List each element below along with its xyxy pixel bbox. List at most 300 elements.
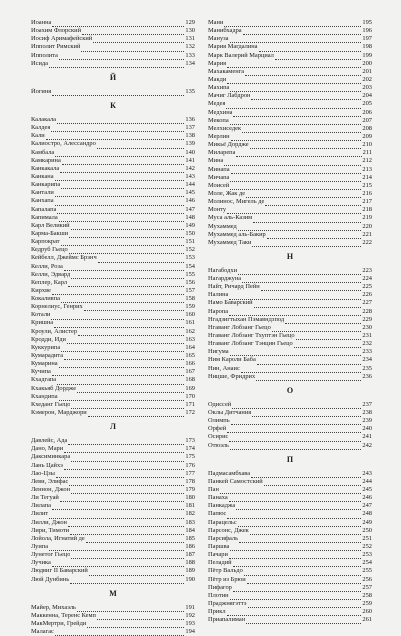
index-entry <box>31 27 195 35</box>
entry-page-number: 211 <box>362 149 372 157</box>
index-entry <box>31 320 195 328</box>
dot-leader <box>230 118 362 125</box>
dot-leader <box>67 337 185 344</box>
entry-name: Давлейс, Ада <box>31 437 68 445</box>
entry-page-number: 180 <box>185 494 195 502</box>
entry-name: Найт, Ричард Пейн <box>208 283 260 291</box>
entry-name: Лири, Тимоти <box>31 526 70 534</box>
entry-page-number: 139 <box>185 140 195 148</box>
entry-page-number: 193 <box>185 619 195 627</box>
index-entry <box>31 124 195 132</box>
entry-page-number: 221 <box>362 230 372 238</box>
entry-name: Кедруб Гьецо <box>31 246 68 254</box>
entry-name: Мария <box>208 59 227 67</box>
index-entry <box>208 206 372 214</box>
dot-leader <box>68 520 184 527</box>
dot-leader <box>68 280 184 287</box>
index-entry <box>208 543 372 551</box>
dot-leader <box>52 504 184 511</box>
index-entry <box>208 174 372 182</box>
dot-leader <box>59 53 185 60</box>
entry-page-number: 246 <box>362 494 372 502</box>
entry-name: Маккенна, Теренс Кемп <box>31 611 96 619</box>
entry-name: Кеплер, Карл <box>31 278 68 286</box>
index-entry <box>208 223 372 231</box>
entry-name: Кумарина <box>31 360 58 368</box>
entry-page-number: 179 <box>185 486 195 494</box>
entry-name: Камбала <box>31 148 55 156</box>
entry-name: Нгаванг Лобзанг Тхуптэн Гьецо <box>208 332 295 340</box>
entry-page-number: 164 <box>185 343 195 351</box>
entry-name: Муса аль-Казим <box>208 214 253 222</box>
entry-name: Келли, Роза <box>31 262 63 270</box>
index-entry <box>208 117 372 125</box>
entry-page-number: 227 <box>362 299 372 307</box>
entry-name: Канкана <box>31 172 54 180</box>
dot-leader <box>71 488 184 495</box>
index-entry <box>31 543 195 551</box>
entry-page-number: 156 <box>185 278 195 286</box>
dot-leader <box>246 618 361 625</box>
dot-leader <box>220 488 362 495</box>
entry-name: Карл Великий <box>31 221 70 229</box>
index-entry <box>208 559 372 567</box>
dot-leader <box>93 37 184 44</box>
dot-leader <box>57 378 184 385</box>
index-entry <box>31 287 195 295</box>
entry-name: Мачиг Лабдрон <box>208 92 251 100</box>
entry-name: Малагас <box>31 628 54 636</box>
index-entry <box>208 478 372 486</box>
entry-name: Панкей Самостский <box>208 477 263 485</box>
entry-name: Медея <box>208 100 226 108</box>
index-entry <box>208 300 372 308</box>
section-letter: О <box>286 385 294 395</box>
entry-page-number: 175 <box>185 453 195 461</box>
entry-page-number: 191 <box>185 603 195 611</box>
entry-page-number: 141 <box>185 156 195 164</box>
dot-leader <box>257 358 362 365</box>
entry-name: Лао-Цзы <box>31 469 55 477</box>
entry-page-number: 213 <box>362 165 372 173</box>
dot-leader <box>52 289 185 296</box>
entry-page-number: 214 <box>362 173 372 181</box>
index-entry <box>208 316 372 324</box>
entry-name: Котали <box>31 311 51 319</box>
index-entry <box>31 453 195 461</box>
entry-name: Моисей <box>208 181 230 189</box>
entry-page-number: 138 <box>185 132 195 140</box>
entry-name: Мичапа <box>208 173 230 181</box>
index-entry <box>208 348 372 356</box>
dot-leader <box>239 537 361 544</box>
entry-name: Лойола, Игнатий де <box>31 534 85 542</box>
index-entry <box>31 376 195 384</box>
dot-leader <box>254 301 362 308</box>
entry-page-number: 257 <box>362 583 372 591</box>
index-entry <box>31 271 195 279</box>
dot-leader <box>59 394 185 401</box>
dot-leader <box>230 594 362 601</box>
entry-name: Кумарадита <box>31 352 64 360</box>
dot-leader <box>244 569 362 576</box>
dot-leader <box>55 199 185 206</box>
dot-leader <box>77 386 184 393</box>
index-entry <box>31 279 195 287</box>
dot-leader <box>97 142 185 149</box>
entry-name: Парсифаль <box>208 534 239 542</box>
entry-page-number: 143 <box>185 172 195 180</box>
entry-page-number: 212 <box>362 157 372 165</box>
entry-name: Карма-Бакши <box>31 229 69 237</box>
index-entry <box>208 535 372 543</box>
index-entry <box>208 19 372 27</box>
entry-page-number: 151 <box>185 238 195 246</box>
index-entry <box>31 254 195 262</box>
dot-leader <box>230 443 361 450</box>
index-entry <box>208 324 372 332</box>
entry-page-number: 229 <box>362 315 372 323</box>
section-letter: М <box>109 588 117 598</box>
entry-name: Кродди, Иди <box>31 335 66 343</box>
entry-name: Кроули, Алистер <box>31 327 78 335</box>
entry-page-number: 207 <box>362 116 372 124</box>
dot-leader <box>60 496 185 503</box>
entry-name: Кантали <box>31 189 54 197</box>
dot-leader <box>248 602 362 609</box>
entry-name: Луипа <box>31 543 49 550</box>
entry-name: Мина <box>208 157 224 165</box>
entry-page-number: 187 <box>185 551 195 559</box>
dot-leader <box>57 207 184 214</box>
index-entry <box>31 295 195 303</box>
index-column-left <box>31 19 195 636</box>
index-entry <box>31 52 195 60</box>
dot-leader <box>227 427 361 434</box>
entry-name: Дано, Мари <box>31 445 64 453</box>
entry-page-number: 196 <box>362 27 372 35</box>
entry-name: Одиссей <box>208 400 232 408</box>
index-entry <box>208 486 372 494</box>
index-column-right <box>208 19 372 624</box>
entry-name: Кали <box>31 132 45 140</box>
entry-name: Орфей <box>208 425 227 433</box>
dot-leader <box>55 191 185 198</box>
index-entry <box>208 198 372 206</box>
entry-name: Кхеданг Гьецо <box>31 400 71 408</box>
entry-page-number: 244 <box>362 477 372 485</box>
dot-leader <box>59 215 185 222</box>
entry-name: Мануза <box>208 35 229 43</box>
entry-name: Капимала <box>31 213 58 221</box>
entry-page-number: 142 <box>185 164 195 172</box>
entry-name: Леви, Элифас <box>31 477 69 485</box>
index-entry <box>31 551 195 559</box>
entry-page-number: 259 <box>362 599 372 607</box>
entry-page-number: 252 <box>362 543 372 550</box>
entry-page-number: 205 <box>362 100 372 108</box>
index-entry <box>208 109 372 117</box>
index-entry <box>31 612 195 620</box>
entry-page-number: 172 <box>185 409 195 417</box>
dot-leader <box>227 78 361 85</box>
dot-leader <box>245 69 361 76</box>
entry-page-number: 208 <box>362 124 372 132</box>
entry-page-number: 254 <box>362 559 372 567</box>
entry-name: Мухаммед аль-Бакир <box>208 230 266 238</box>
entry-name: Отюэль <box>208 441 229 449</box>
dot-leader <box>224 159 361 166</box>
index-entry <box>31 409 195 417</box>
entry-page-number: 197 <box>362 35 372 43</box>
dot-leader <box>55 175 185 182</box>
entry-name: Лилапа <box>31 502 51 510</box>
entry-page-number: 188 <box>185 559 195 567</box>
entry-name: Пётр из Брюи <box>208 575 246 583</box>
index-entry <box>208 157 372 165</box>
index-entry <box>208 401 372 409</box>
entry-page-number: 216 <box>362 189 372 197</box>
dot-leader <box>238 269 361 276</box>
entry-name: Нгаванг Лобзанг Гьецо <box>208 323 271 331</box>
dot-leader <box>52 370 185 377</box>
index-entry <box>31 510 195 518</box>
dot-leader <box>68 439 184 446</box>
entry-name: Мелхиседек <box>208 124 242 132</box>
entry-page-number: 168 <box>185 376 195 384</box>
entry-page-number: 182 <box>185 510 195 518</box>
entry-page-number: 184 <box>185 526 195 534</box>
index-entry <box>208 27 372 35</box>
dot-leader <box>251 471 361 478</box>
entry-name: Даксиминкара <box>31 453 71 461</box>
dot-leader <box>60 166 184 173</box>
dot-leader <box>285 317 361 324</box>
dot-leader <box>227 610 362 617</box>
entry-name: Наропа <box>208 307 229 315</box>
entry-page-number: 173 <box>185 437 195 445</box>
index-entry <box>31 214 195 222</box>
index-entry <box>208 519 372 527</box>
index-entry <box>208 356 372 364</box>
entry-name: Иосиф Аримафейский <box>31 35 93 43</box>
entry-name: Парсонс, Джек <box>208 526 249 534</box>
index-entry <box>31 360 195 368</box>
entry-page-number: 255 <box>362 567 372 575</box>
entry-name: Кучипа <box>31 368 51 376</box>
index-entry <box>208 76 372 84</box>
entry-page-number: 223 <box>362 266 372 274</box>
index-entry <box>208 592 372 600</box>
entry-name: Минапа <box>208 165 230 173</box>
index-entry <box>208 494 372 502</box>
entry-name: Приапалиман <box>208 616 246 624</box>
dot-leader <box>233 585 362 592</box>
index-entry <box>31 157 195 165</box>
index-entry <box>208 231 372 239</box>
entry-name: Макди <box>208 75 227 83</box>
dot-leader <box>57 118 184 125</box>
index-entry <box>31 519 195 527</box>
entry-page-number: 247 <box>362 502 372 510</box>
dot-leader <box>52 89 184 96</box>
entry-page-number: 162 <box>185 327 195 335</box>
entry-name: МакМертри, Грейди <box>31 619 87 627</box>
entry-name: Калакала <box>31 115 57 123</box>
entry-page-number: 201 <box>362 67 372 75</box>
index-entry <box>208 616 372 624</box>
entry-page-number: 235 <box>362 364 372 372</box>
entry-name: Иоахим Флорский <box>31 27 81 35</box>
index-entry <box>31 486 195 494</box>
entry-page-number: 242 <box>362 441 372 449</box>
entry-page-number: 130 <box>185 27 195 35</box>
entry-name: Ипполита <box>31 51 58 59</box>
dot-leader <box>229 435 361 442</box>
index-entry <box>31 197 195 205</box>
index-entry <box>31 189 195 197</box>
dot-leader <box>59 362 185 369</box>
index-entry <box>208 510 372 518</box>
entry-page-number: 189 <box>185 567 195 575</box>
entry-name: Микьё Дордже <box>208 141 249 149</box>
index-entry <box>31 328 195 336</box>
index-entry <box>31 149 195 157</box>
entry-name: Иоанна <box>31 18 52 26</box>
dot-leader <box>87 622 184 629</box>
index-entry <box>31 35 195 43</box>
entry-name: Нагабодхи <box>208 266 238 274</box>
entry-page-number: 243 <box>362 469 372 477</box>
entry-name: Молинос, Мигель де <box>208 198 265 206</box>
entry-name: Кирхве <box>31 286 51 294</box>
dot-leader <box>261 285 362 292</box>
entry-page-number: 198 <box>362 43 372 51</box>
dot-leader <box>236 504 361 511</box>
entry-page-number: 165 <box>185 352 195 360</box>
dot-leader <box>56 471 184 478</box>
entry-page-number: 203 <box>362 84 372 92</box>
entry-page-number: 218 <box>362 206 372 214</box>
entry-page-number: 219 <box>362 214 372 222</box>
index-entry <box>208 84 372 92</box>
dot-leader <box>86 537 185 544</box>
index-entry <box>208 283 372 291</box>
index-entry <box>208 417 372 425</box>
index-entry <box>208 166 372 174</box>
entry-page-number: 225 <box>362 283 372 291</box>
index-entry <box>31 478 195 486</box>
section-letter: П <box>286 454 294 464</box>
entry-name: Кокаливпа <box>31 295 60 303</box>
dot-leader <box>71 553 184 560</box>
dot-leader <box>229 496 362 503</box>
index-entry <box>208 365 372 373</box>
index-entry <box>208 584 372 592</box>
entry-page-number: 160 <box>185 311 195 319</box>
entry-name: Ипполит Римский <box>31 43 81 51</box>
entry-name: Кхадгапа <box>31 376 57 384</box>
index-entry <box>208 442 372 450</box>
entry-name: Людвиг II Баварский <box>31 567 88 575</box>
entry-page-number: 169 <box>185 384 195 392</box>
index-entry <box>31 401 195 409</box>
entry-page-number: 148 <box>185 213 195 221</box>
index-entry <box>31 230 195 238</box>
entry-name: Праджнягэттэ <box>208 599 247 607</box>
index-entry <box>208 373 372 381</box>
entry-name: Моле, Жак де <box>208 189 246 197</box>
index-entry <box>31 238 195 246</box>
index-entry <box>31 222 195 230</box>
index-entry <box>208 141 372 149</box>
entry-page-number: 155 <box>185 270 195 278</box>
entry-name: Корнелиус, Генрих <box>31 303 83 311</box>
index-entry <box>208 214 372 222</box>
dot-leader <box>55 150 184 157</box>
entry-name: Олимпь <box>208 417 230 425</box>
entry-page-number: 232 <box>362 340 372 348</box>
entry-page-number: 145 <box>185 189 195 197</box>
dot-leader <box>98 256 185 263</box>
entry-page-number: 183 <box>185 518 195 526</box>
index-entry <box>31 352 195 360</box>
entry-name: Кхакьяб Дордже <box>31 384 77 392</box>
entry-name: Пачари <box>208 551 228 559</box>
dot-leader <box>82 29 184 36</box>
entry-name: Калиостро, Алессандро <box>31 140 96 148</box>
entry-name: Канкакала <box>31 164 60 172</box>
entry-name: Майер, Михаэль <box>31 603 76 611</box>
index-entry <box>208 502 372 510</box>
entry-page-number: 209 <box>362 132 372 140</box>
entry-name: Пан <box>208 486 219 494</box>
entry-page-number: 166 <box>185 360 195 368</box>
entry-name: Канкарипа <box>31 181 61 189</box>
entry-name: Лань Цайхэ <box>31 461 63 469</box>
entry-page-number: 132 <box>185 43 195 51</box>
index-entry <box>208 43 372 51</box>
entry-page-number: 137 <box>185 124 195 132</box>
entry-name: Пеладий <box>208 559 232 567</box>
entry-name: Мухаммед Таки <box>208 238 252 246</box>
entry-page-number: 200 <box>362 59 372 67</box>
dot-leader <box>296 334 362 341</box>
dot-leader <box>64 447 184 454</box>
index-entry <box>31 470 195 478</box>
dot-leader <box>62 158 185 165</box>
index-entry <box>208 267 372 275</box>
entry-name: Махакаменга <box>208 67 245 75</box>
index-entry <box>208 425 372 433</box>
entry-name: Келли, Эдвард <box>31 270 71 278</box>
index-entry <box>208 190 372 198</box>
entry-page-number: 210 <box>362 141 372 149</box>
dot-leader <box>88 411 185 418</box>
entry-page-number: 260 <box>362 608 372 616</box>
entry-name: Папюс <box>208 510 227 518</box>
dot-leader <box>265 200 361 207</box>
entry-page-number: 239 <box>362 417 372 425</box>
entry-page-number: 215 <box>362 181 372 189</box>
index-entry <box>31 576 195 584</box>
index-entry <box>208 433 372 441</box>
dot-leader <box>71 403 184 410</box>
entry-name: Камкарина <box>31 156 61 164</box>
entry-name: Леннон, Джон <box>31 486 71 494</box>
entry-name: Кейбелл, Джеймс Брэнч <box>31 254 97 262</box>
index-entry <box>31 462 195 470</box>
